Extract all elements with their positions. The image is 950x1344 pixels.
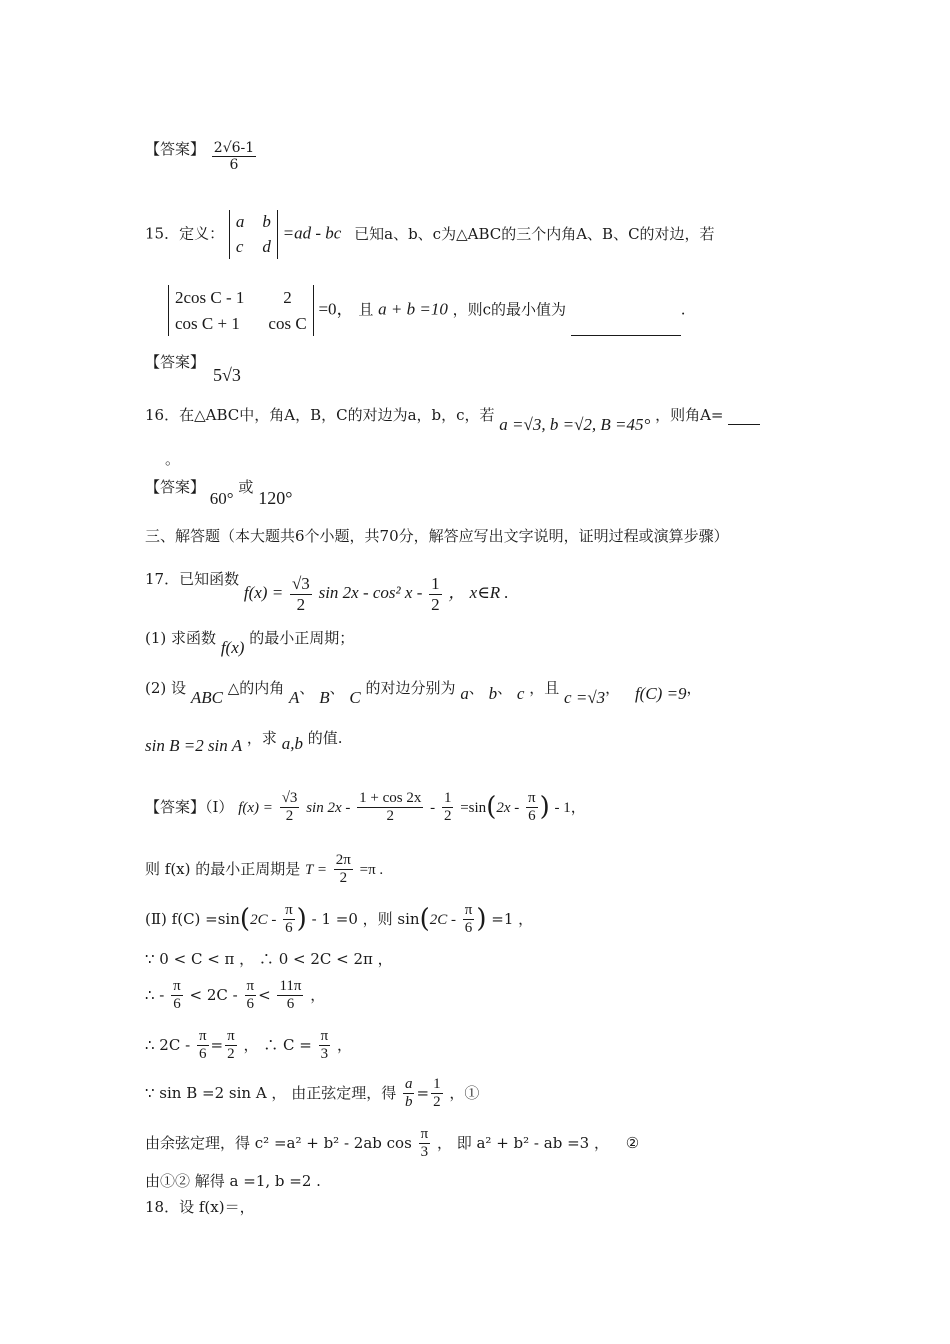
or-word: 或: [238, 478, 254, 496]
side-c: c: [516, 684, 525, 703]
q17-answer-line3: (Ⅱ) f(C) =sin(2C - $\frac{\pi}{6}$ ) - 1 =0 ，则 sin(2C - $\frac{\pi}{6}$ ) =1 ，: [145, 902, 534, 937]
answer-blank: [571, 335, 681, 336]
part1-text: 的最小正周期；: [249, 629, 355, 647]
separator: 、: [497, 679, 513, 697]
step-end: =1 ，: [491, 909, 534, 928]
answer-blank: [728, 424, 760, 425]
q17-number: 17．已知函数: [145, 570, 240, 589]
denominator: 3: [320, 1046, 329, 1063]
answer-label: 【答案】: [145, 353, 206, 371]
matrix-cell-11: 2cos C - 1: [175, 288, 245, 307]
term: sin 2x -: [306, 799, 351, 816]
angle-a: A: [289, 688, 300, 707]
denominator: 2: [386, 808, 395, 825]
function-domain: ， x∈R .: [448, 583, 509, 603]
denominator: 6: [286, 996, 295, 1013]
det-b: b: [262, 212, 271, 231]
equals: =: [210, 1035, 224, 1054]
fraction: [225, 1028, 237, 1064]
numerator: 2π: [334, 852, 353, 870]
q17-answer-line4: ∵ 0 < C < π ， ∴ 0 < 2C < 2π ，: [145, 950, 393, 968]
condition-determinant: [168, 285, 314, 336]
angle-b: B: [319, 688, 330, 707]
q18-stem: 18．设 f(x)＝，: [145, 1198, 255, 1216]
denominator: 2: [339, 870, 348, 887]
matrix-cell-22: cos C: [268, 313, 307, 333]
denominator: 2: [296, 594, 306, 614]
numerator: π: [245, 978, 257, 996]
denominator: b: [404, 1094, 413, 1111]
function-lhs: f(x) =: [238, 799, 273, 816]
fraction: [442, 790, 454, 826]
step-end: ，: [336, 1035, 352, 1054]
fraction: [526, 790, 538, 826]
q17-answer-line1: 【答案】（Ⅰ） f(x) = $\frac{√3}{2}$ sin 2x - $\frac{1 + \cos 2x}{2}$ - $\frac{1}{2}$ =sin(2x - $\frac{\pi}{6}$ ) - 1，: [145, 790, 586, 825]
definition-determinant: [229, 210, 278, 259]
equals-sin: =sin: [460, 799, 487, 816]
denominator: 6: [285, 920, 293, 937]
fraction-sqrt3-over-2: [290, 574, 312, 614]
minus: -: [430, 799, 436, 816]
degree-mark: 。: [165, 450, 181, 468]
q17-part2-line2: [145, 728, 343, 755]
q15-answer-label: [145, 353, 205, 371]
q17-part2: (2) 设 ABC △的内角 A、 B、 C 的对边分别为 a、 b、 c ，且 c =√3， f(C) =9，: [145, 679, 702, 707]
ask-text: ，求: [246, 729, 277, 747]
q16-stem: [145, 405, 760, 434]
fraction-one-half: [429, 574, 442, 614]
section-3-heading: 三、解答题（本大题共6个小题，共70分，解答应写出文字说明，证明过程或演算步骤）: [145, 527, 729, 545]
numerator: 1: [431, 574, 440, 593]
q15-question: ，则c的最小值为: [452, 300, 567, 319]
numerator: √3: [291, 574, 310, 593]
denominator: 6: [198, 1046, 207, 1063]
numerator: 1: [442, 790, 454, 808]
function-f: f(x): [220, 638, 245, 657]
step-mid: < 2C -: [189, 985, 238, 1004]
det-a: a: [235, 212, 245, 231]
q16-text: 16．在△ABC中，角A，B，C的对边为a，b，c，若: [145, 406, 495, 424]
argument: 2x -: [496, 799, 520, 816]
function-terms: sin 2x - cos² x -: [318, 583, 423, 603]
denominator: 2: [431, 594, 440, 614]
fraction: [319, 1028, 331, 1064]
q16-answer: [145, 476, 293, 508]
numerator: 11π: [277, 978, 303, 996]
q17-part1: [145, 628, 355, 657]
q17-answer-line8: [145, 1126, 639, 1162]
period-t: T =: [305, 861, 327, 878]
q16-degree: [165, 450, 180, 468]
equals: =: [416, 1083, 430, 1102]
separator: 、: [299, 679, 315, 697]
fraction: [277, 978, 303, 1014]
fraction-denominator: 6: [229, 157, 239, 174]
q15-answer-value: [213, 365, 241, 387]
denominator: 6: [528, 808, 536, 825]
fraction: [419, 1126, 431, 1162]
denominator: 6: [246, 996, 255, 1013]
q15-condition-text: 已知a、b、c为△ABC的三个内角A、B、C的对边，若: [354, 224, 715, 243]
fraction: [357, 790, 423, 826]
numerator: π: [319, 1028, 331, 1046]
part2-text: △的内角: [227, 679, 285, 697]
numerator: π: [526, 790, 538, 808]
q16-condition: a =√3, b =√2, B =45°: [499, 415, 651, 434]
q17-answer-line5: [145, 978, 325, 1014]
triangle-abc: ABC: [190, 688, 223, 707]
part2-text: ，且: [529, 679, 560, 697]
denominator: 3: [420, 1144, 429, 1161]
q17-answer-line2: [145, 852, 383, 888]
answer-value: 5√3: [213, 365, 241, 385]
denominator: 2: [227, 1046, 235, 1063]
part2-label: (2) 设: [145, 679, 187, 697]
angle-c: C: [349, 688, 361, 707]
step-prefix: ∵ sin B =2 sin A ， 由正弦定理，得: [145, 1083, 397, 1102]
numerator: π: [225, 1028, 237, 1046]
fraction: [280, 790, 300, 826]
numerator: π: [463, 902, 475, 920]
numerator: 1 + cos 2x: [357, 790, 423, 808]
equation-2: ②: [625, 1133, 640, 1152]
denominator: 6: [464, 920, 473, 937]
matrix-cell-12: 2: [283, 288, 292, 307]
q17-answer-line6: [145, 1028, 352, 1064]
condition-sin: sin B =2 sin A: [145, 736, 243, 755]
separator: 、: [329, 679, 345, 697]
answer-value-1: 60°: [209, 489, 234, 508]
period: .: [680, 300, 686, 319]
q14-answer-fraction: [212, 140, 256, 173]
fraction: [245, 978, 257, 1014]
cosine-law: 由余弦定理，得 c² =a² + b² - 2ab cos: [145, 1133, 412, 1152]
numerator: π: [283, 902, 295, 920]
q17-answer-line7: [145, 1076, 479, 1112]
denominator: 6: [173, 996, 181, 1013]
numerator: π: [197, 1028, 209, 1046]
numerator: 1: [431, 1076, 443, 1094]
q14-answer: [145, 140, 258, 173]
part1-label: (1) 求函数: [145, 629, 217, 647]
answer-value-2: 120°: [258, 488, 293, 508]
fraction: [171, 978, 183, 1014]
fraction-numerator: 2√6-1: [213, 140, 255, 156]
fraction: [403, 1076, 415, 1112]
q17-answer-line9: 由①② 解得 a =1, b =2 .: [145, 1172, 321, 1190]
period-result: =π .: [359, 861, 384, 878]
step-prefix: ∴ -: [145, 985, 165, 1004]
step-prefix: ∴ 2C -: [145, 1035, 191, 1054]
q15-matrix-line: [168, 285, 686, 336]
matrix-cell-21: cos C + 1: [175, 313, 240, 333]
condition-c: c =√3: [564, 688, 606, 707]
fraction: [334, 852, 353, 888]
q15-number: 15．定义：: [145, 224, 225, 243]
side-a: a: [460, 684, 469, 703]
denominator: 2: [443, 808, 452, 825]
separator: 、: [468, 679, 484, 697]
argument: 2C -: [429, 911, 456, 928]
answer-label: 【答案】（Ⅰ）: [145, 797, 234, 816]
part2-end: 的值.: [307, 729, 343, 747]
q15-stem: [145, 210, 715, 259]
side-b: b: [488, 684, 498, 703]
unknowns: a,b: [281, 734, 303, 753]
fraction: [197, 1028, 209, 1064]
equation-1: ，①: [449, 1083, 480, 1102]
fraction: [283, 902, 295, 938]
numerator: a: [403, 1076, 415, 1094]
step-mid: ， 即 a² + b² - ab =3 ，: [436, 1133, 609, 1152]
det-c: c: [235, 236, 244, 256]
period-text: 则 f(x) 的最小正周期是: [145, 859, 301, 878]
argument: 2C -: [250, 911, 277, 928]
q17-stem: [145, 560, 509, 614]
equals-zero: =0，: [318, 299, 354, 319]
definition-rhs: =ad - bc: [282, 223, 342, 243]
fraction: [463, 902, 475, 938]
and-word: 且: [358, 300, 374, 319]
q16-question: ，则角A=: [655, 406, 724, 424]
step-text: - 1 =0 ，则 sin: [311, 909, 420, 928]
numerator: π: [419, 1126, 431, 1144]
answer-label: 【答案】: [145, 140, 206, 158]
q17-function: [243, 574, 509, 614]
sum-condition: a + b =10: [378, 299, 448, 319]
part2-start: (Ⅱ) f(C) =sin: [145, 909, 240, 928]
denominator: 2: [285, 808, 294, 825]
denominator: 2: [433, 1094, 441, 1111]
term-end: - 1，: [554, 799, 586, 816]
condition-fc: f(C) =9: [634, 684, 687, 703]
less-than: <: [258, 985, 271, 1004]
det-d: d: [262, 236, 271, 256]
part2-text: 的对边分别为: [365, 679, 456, 697]
step-end: ，: [310, 985, 326, 1004]
numerator: √3: [280, 790, 300, 808]
answer-label: 【答案】: [145, 478, 206, 496]
step-mid: ， ∴ C =: [243, 1035, 312, 1054]
fraction: [431, 1076, 443, 1112]
numerator: π: [171, 978, 183, 996]
function-lhs: f(x) =: [243, 583, 284, 603]
